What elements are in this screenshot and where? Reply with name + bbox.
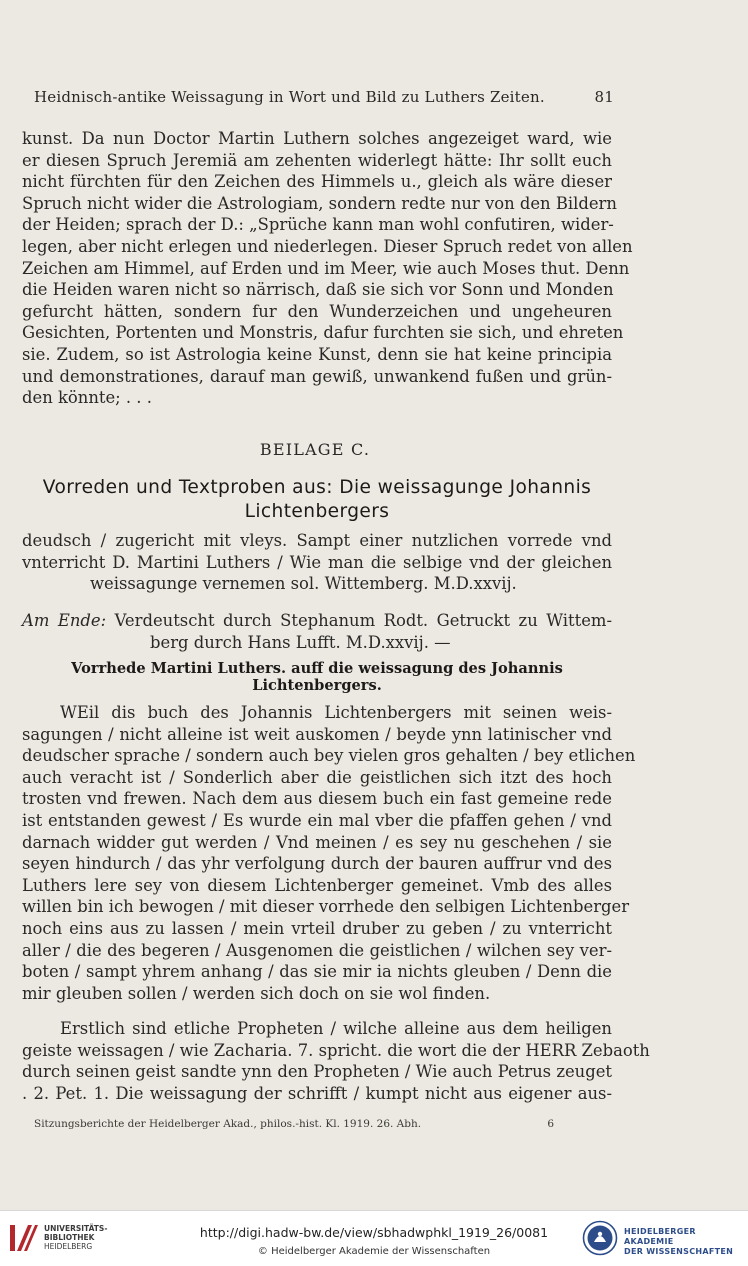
text-line: den könnte; . . . bbox=[22, 388, 152, 408]
publication-reference: Sitzungsberichte der Heidelberger Akad., philos.-hist. Kl. 1919. 26. Abh. bbox=[34, 1118, 422, 1130]
section-heading bbox=[22, 476, 612, 524]
text-line: WEil dis buch des Johannis Lichtenbergers mit seinen weis- bbox=[60, 703, 612, 722]
text-line: . 2. Pet. 1. Die weissagung der schrifft / kumpt nicht aus eigener aus- bbox=[22, 1083, 612, 1103]
text-line: deudscher sprache / sondern auch bey vielen gros gehalten / bey etlichen bbox=[22, 746, 636, 766]
signature-mark: 6 bbox=[547, 1118, 554, 1130]
text-line: Gesichten, Portenten und Monstris, dafur furchten sie sich, und ehreten bbox=[22, 323, 624, 343]
text-line: ist entstanden gewest / Es wurde ein mal vber die pfaffen gehen / vnd bbox=[22, 810, 612, 830]
text-line: auch veracht ist / Sonderlich aber die geistlichen sich itzt des hoch bbox=[22, 767, 612, 787]
ub-name-line: UNIVERSITÄTS- bbox=[44, 1224, 108, 1233]
text-line: Spruch nicht wider die Astrologiam, sondern redte nur von den Bildern bbox=[22, 193, 617, 213]
academy-seal-icon[interactable] bbox=[582, 1220, 618, 1256]
text-line: trosten vnd frewen. Nach dem aus diesem buch ein fast gemeine rede bbox=[22, 789, 612, 809]
paragraph-astrologia bbox=[22, 128, 633, 409]
text-line: willen bin ich bewogen / mit dieser vorrhede den selbigen Lichtenberger bbox=[22, 897, 630, 917]
colophon-label: Am Ende: bbox=[22, 611, 107, 630]
text-line: berg durch Hans Lufft. M.D.xxvij. — bbox=[150, 632, 451, 652]
text-line: Zeichen am Himmel, auf Erden und im Meer, wie auch Moses thut. Denn bbox=[22, 258, 630, 278]
academy-name-line: DER WISSENSCHAFTEN bbox=[624, 1247, 734, 1256]
page-number: 81 bbox=[594, 88, 614, 106]
text-line: seyen hindurch / das yhr verfolgung durch der bauren auffrur vnd des bbox=[22, 854, 612, 874]
paragraph-preface bbox=[22, 702, 636, 1004]
academy-name bbox=[624, 1227, 748, 1257]
colophon-text: Verdeutscht durch Stephanum Rodt. Getruckt zu Wittem- bbox=[106, 611, 612, 630]
text-line: durch seinen geist sandte ynn den Propheten / Wie auch Petrus zeuget bbox=[22, 1062, 612, 1082]
colophon bbox=[22, 610, 612, 653]
paragraph-prophets bbox=[22, 1018, 650, 1104]
text-line: die Heiden waren nicht so närrisch, daß sie sich vor Sonn und Monden bbox=[22, 280, 614, 300]
text-line: kunst. Da nun Doctor Martin Luthern solches angezeiget ward, wie bbox=[22, 129, 612, 148]
text-line: nicht fürchten für den Zeichen des Himmels u., gleich als wäre dieser bbox=[22, 172, 612, 192]
running-head-title: Heidnisch-antike Weissagung in Wort und Bild zu Luthers Zeiten. bbox=[34, 88, 545, 106]
ub-name-line: BIBLIOTHEK bbox=[44, 1233, 95, 1242]
text-line: Luthers lere sey von diesem Lichtenberger gemeinet. Vmb des alles bbox=[22, 875, 612, 895]
text-line: aller / die des begeren / Ausgenomen die geistlichen / wilchen sey ver- bbox=[22, 940, 612, 960]
copyright-notice: © Heidelberger Akademie der Wissenschaften bbox=[257, 1246, 491, 1257]
text-line: geiste weissagen / wie Zacharia. 7. spricht. die wort die der HERR Zebaoth bbox=[22, 1040, 650, 1060]
text-line: noch eins aus zu lassen / mein vrteil druber zu geben / zu vnterricht bbox=[22, 918, 612, 938]
running-head bbox=[34, 88, 614, 106]
text-line: boten / sampt yhrem anhang / das sie mir ia nichts gleuben / Denn die bbox=[22, 962, 612, 982]
viewer-footer-bar bbox=[0, 1210, 748, 1266]
text-line: legen, aber nicht erlegen und niederlegen. Dieser Spruch redet von allen bbox=[22, 236, 633, 256]
text-line: darnach widder gut werden / Vnd meinen / es sey nu geschehen / sie bbox=[22, 832, 612, 852]
heading-line: Vorreden und Textproben aus: Die weissagunge Johannis bbox=[42, 477, 592, 498]
preface-heading bbox=[22, 660, 612, 694]
heading-line: Lichtenbergers bbox=[244, 501, 390, 522]
appendix-label: BEILAGE C. bbox=[259, 440, 371, 459]
text-line: und demonstrationes, darauf man gewiß, unwankend fußen und grün- bbox=[22, 366, 612, 386]
text-line: sagungen / nicht alleine ist weit auskomen / beyde ynn latinischer vnd bbox=[22, 724, 612, 744]
text-line: der Heiden; sprach der D.: „Sprüche kann man wohl confutiren, wider- bbox=[22, 215, 614, 235]
academy-name-line: HEIDELBERGER AKADEMIE bbox=[624, 1227, 696, 1246]
ub-name-line: HEIDELBERG bbox=[44, 1242, 93, 1251]
heading-line: Lichtenbergers. bbox=[252, 677, 382, 694]
text-line: vnterricht D. Martini Luthers / Wie man die selbige vnd der gleichen bbox=[22, 552, 612, 572]
text-line: Erstlich sind etliche Propheten / wilche alleine aus dem heiligen bbox=[60, 1019, 612, 1038]
heading-line: Vorrhede Martini Luthers. auff die weissagung des Johannis bbox=[71, 660, 563, 677]
text-line: er diesen Spruch Jeremiä am zehenten widerlegt hätte: Ihr sollt euch bbox=[22, 150, 612, 170]
text-line: weissagunge vernemen sol. Wittemberg. M.D.xxvij. bbox=[90, 574, 517, 594]
title-description bbox=[22, 530, 612, 595]
text-line: gefurcht hätten, sondern fur den Wunderzeichen und ungeheuren bbox=[22, 301, 612, 321]
text-line: mir gleuben sollen / werden sich doch on sie wol finden. bbox=[22, 983, 491, 1003]
permalink-url[interactable]: http://digi.hadw-bw.de/view/sbhadwphkl_1919_26/0081 bbox=[199, 1225, 549, 1240]
text-line: deudsch / zugericht mit vleys. Sampt einer nutzlichen vorrede vnd bbox=[22, 531, 612, 550]
footer-note bbox=[34, 1118, 554, 1130]
text-line: sie. Zudem, so ist Astrologia keine Kunst, denn sie hat keine principia bbox=[22, 344, 612, 364]
